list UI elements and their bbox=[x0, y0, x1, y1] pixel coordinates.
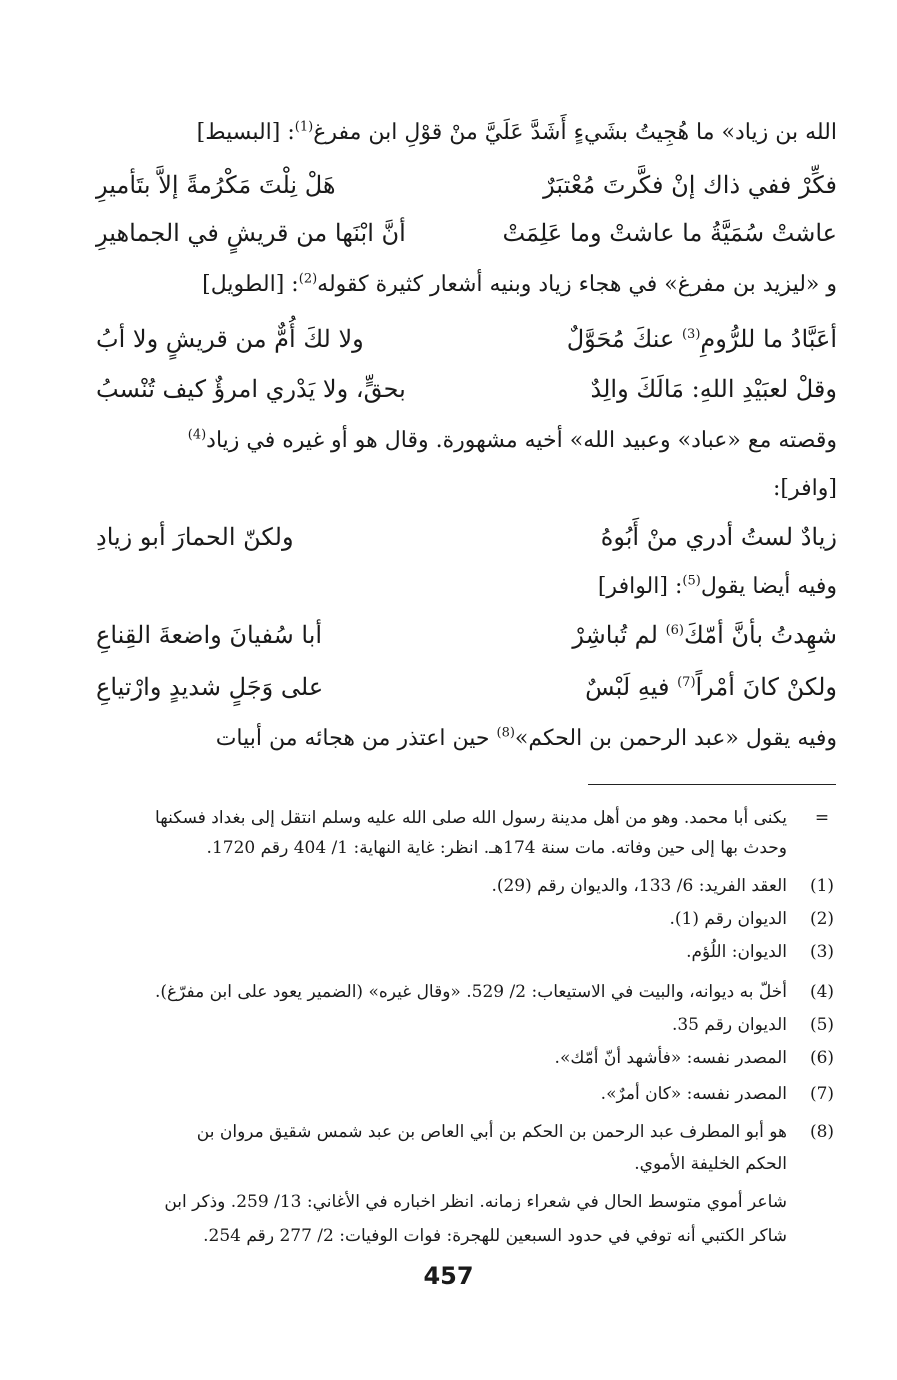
verse-1-first-hemistich: فكِّرْ ففي ذاك إنْ فكَّرتَ مُعْتبَرٌ bbox=[543, 171, 837, 199]
footnote-8-line-4: شاكر الكتبي أنه توفي في حدود السبعين للهجرة: فوات الوفيات: 2/ 277 رقم 254. bbox=[203, 1226, 787, 1246]
verse-2-first-hemistich: عاشتْ سُمَيَّةُ ما عاشتْ وما عَلِمَتْ bbox=[502, 219, 837, 247]
footnote-number: (4) bbox=[809, 982, 835, 1002]
footnote-ref-3: (3) bbox=[681, 327, 701, 342]
verse-3-second-hemistich: ولا لكَ أُمٌّ من قريشٍ ولا أبُ bbox=[96, 325, 364, 353]
footnote-ref-5: (5) bbox=[682, 573, 701, 589]
footnote-text: الديوان رقم (1). bbox=[669, 909, 787, 929]
verse-4-second-hemistich: بحقٍّ، ولا يَدْري امرؤٌ كيف تُنْسبُ bbox=[96, 375, 406, 403]
footnote-text: الديوان: اللُؤم. bbox=[686, 942, 787, 962]
continuation-mark: = bbox=[814, 808, 830, 828]
verse-1-second-hemistich: هَلْ نِلْتَ مَكْرُمةً إلاَّ بتَأميرِ bbox=[96, 171, 336, 199]
footnote-continuation-line-2: وحدث بها إلى حين وفاته. مات سنة 174هـ. انظر: غاية النهاية: 1/ 404 رقم 1720. bbox=[206, 838, 787, 858]
footnote-text: المصدر نفسه: «فأشهد أنّ أمّك». bbox=[554, 1048, 787, 1068]
footnote-8-line-3: شاعر أموي متوسط الحال في شعراء زمانه. انظر اخباره في الأغاني: 13/ 259. وذكر ابن bbox=[164, 1192, 787, 1212]
footnote-ref-6: (6) bbox=[665, 623, 684, 638]
verse-2 bbox=[96, 216, 837, 250]
page-number: 457 bbox=[423, 1262, 474, 1290]
footnote-text: الديوان رقم 35. bbox=[671, 1015, 787, 1035]
footnote-ref-7: (7) bbox=[677, 675, 696, 690]
verse-7-first-hemistich: ولكنْ كانَ أمْراً$^{(7)}$ فيهِ لَبْسٌ bbox=[585, 673, 837, 701]
verse-7-second-hemistich: على وَجَلٍ شديدٍ وارْتياعِ bbox=[96, 673, 324, 701]
verse-6 bbox=[96, 618, 837, 652]
prose-line-3: وقصته مع «عباد» وعبيد الله» أخيه مشهورة. وقال هو أو غيره في زياد$^{(4)}$ bbox=[187, 427, 837, 453]
footnote-text: أخلّ به ديوانه، والبيت في الاستيعاب: 2/ 529. «وقال غيره» (الضمير يعود على ابن مفرّغ). bbox=[154, 982, 787, 1002]
verse-2-second-hemistich: أنَّ ابْنَها من قريشٍ في الجماهيرِ bbox=[96, 219, 406, 247]
verse-3 bbox=[96, 322, 837, 356]
footnote-continuation-line-1: يكنى أبا محمد. وهو من أهل مدينة رسول الله صلى الله عليه وسلم انتقل إلى بغداد فسكنها bbox=[155, 808, 787, 828]
footnote-number: (3) bbox=[809, 942, 835, 962]
verse-5-first-hemistich: زيادٌ لستُ أدري منْ أَبُوهُ bbox=[600, 523, 837, 551]
verse-6-second-hemistich: أبا سُفيانَ واضعةَ القِناعِ bbox=[96, 621, 323, 649]
footnote-number: (1) bbox=[809, 876, 835, 896]
footnote-ref-8: (8) bbox=[496, 725, 515, 741]
prose-line-2: و «ليزيد بن مفرغ» في هجاء زياد وبنيه أشعار كثيرة كقوله$^{(2)}$: [الطويل] bbox=[202, 271, 837, 297]
footnote-text: العقد الفريد: 6/ 133، والديوان رقم (29). bbox=[491, 876, 787, 896]
footnote-ref-1: (1) bbox=[294, 119, 314, 135]
footnote-8-line-2: الحكم الخليفة الأموي. bbox=[634, 1154, 787, 1174]
footnote-number: (7) bbox=[809, 1084, 835, 1104]
footnote-ref-4: (4) bbox=[187, 427, 207, 443]
footnote-number: (2) bbox=[809, 909, 835, 929]
verse-7 bbox=[96, 670, 837, 704]
footnote-number: (5) bbox=[809, 1015, 835, 1035]
verse-5-second-hemistich: ولكنّ الحمارَ أبو زيادِ bbox=[96, 523, 294, 551]
footnote-text: المصدر نفسه: «كان أمرٌ». bbox=[600, 1084, 787, 1104]
footnote-divider bbox=[588, 784, 836, 785]
verse-5 bbox=[96, 520, 837, 554]
verse-4-first-hemistich: وقلْ لعبَيْدِ اللهِ: مَالَكَ والِدٌ bbox=[590, 375, 837, 403]
prose-line-1: الله بن زياد» ما هُجِيتُ بشَيءٍ أَشَدَّ عَلَيَّ منْ قوْلِ ابن مفرغ$^{(1)}$: [البسيط] bbox=[196, 119, 837, 145]
prose-line-5: وفيه أيضا يقول$^{(5)}$: [الوافر] bbox=[597, 573, 837, 599]
verse-6-first-hemistich: شهِدتُ بأنَّ أمّكَ$^{(6)}$ لم تُباشِرْ bbox=[572, 621, 837, 649]
footnote-number: (8) bbox=[809, 1122, 835, 1142]
verse-3-first-hemistich: أعَبَّادُ ما للرُّومِ$^{(3)}$ عنكَ مُحَوَّلٌ bbox=[566, 325, 837, 353]
prose-line-6: وفيه يقول «عبد الرحمن بن الحكم»$^{(8)}$ حين اعتذر من هجائه من أبيات bbox=[215, 725, 837, 751]
verse-1 bbox=[96, 168, 837, 202]
prose-line-4: [وافر]: bbox=[773, 476, 837, 501]
footnote-number: (6) bbox=[809, 1048, 835, 1068]
footnote-text: هو أبو المطرف عبد الرحمن بن الحكم بن أبي العاص بن عبد شمس شقيق مروان بن bbox=[196, 1122, 787, 1142]
footnote-ref-2: (2) bbox=[298, 271, 318, 287]
verse-4 bbox=[96, 372, 837, 406]
